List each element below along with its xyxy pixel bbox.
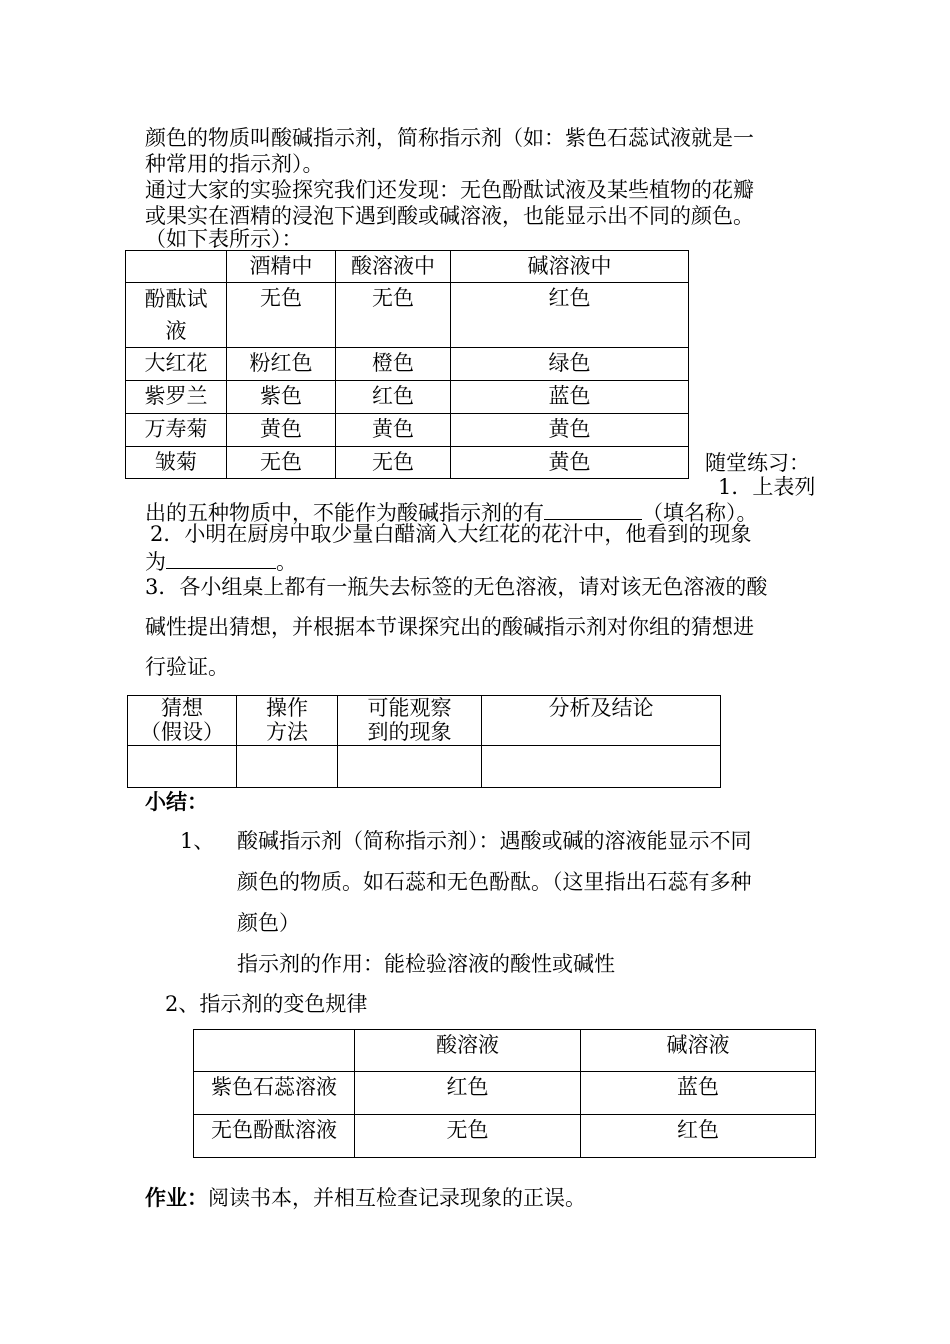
table-cell: 无色 <box>227 283 336 348</box>
table-row <box>194 1115 816 1158</box>
table-cell-input[interactable] <box>338 746 482 788</box>
homework <box>145 1185 586 1211</box>
table-cell: 碱溶液 <box>581 1030 816 1072</box>
indicator-color-table <box>125 250 689 479</box>
summary-text: 颜色） <box>237 911 300 935</box>
table-cell: 红色 <box>451 283 689 348</box>
practice-q2-answer: 为 。 <box>145 546 297 575</box>
table-row <box>126 414 689 447</box>
table-cell: 皱菊 <box>126 447 227 479</box>
table-cell: 分析及结论 <box>482 696 721 746</box>
table-cell: 无色 <box>336 283 451 348</box>
table-cell: 酒精中 <box>227 251 336 283</box>
table-cell: 无色 <box>336 447 451 479</box>
table-cell: 紫色 <box>227 381 336 414</box>
table-cell-input[interactable] <box>482 746 721 788</box>
practice-q2: 2．小明在厨房中取少量白醋滴入大红花的花汁中，他看到的现象 <box>150 522 752 546</box>
summary-item-number: 1、 <box>180 829 215 853</box>
paragraph-line: 或果实在酒精的浸泡下遇到酸或碱溶液，也能显示出不同的颜色。 <box>145 204 754 228</box>
table-cell <box>194 1030 355 1072</box>
table-header-row <box>126 251 689 283</box>
answer-blank[interactable] <box>166 546 276 569</box>
summary-text: 酸碱指示剂（简称指示剂）：遇酸或碱的溶液能显示不同 <box>237 829 752 853</box>
summary-text: 颜色的物质。如石蕊和无色酚酞。（这里指出石蕊有多种 <box>237 870 752 894</box>
table-row <box>128 746 721 788</box>
paragraph-line: 颜色的物质叫酸碱指示剂，简称指示剂（如：紫色石蕊试液就是一 <box>145 126 754 150</box>
practice-q3: 碱性提出猜想，并根据本节课探究出的酸碱指示剂对你组的猜想进 <box>145 615 754 639</box>
table-cell: 可能观察 到的现象 <box>338 696 482 746</box>
summary-text: 指示剂的作用：能检验溶液的酸性或碱性 <box>237 952 615 976</box>
table-cell <box>126 251 227 283</box>
table-cell: 粉红色 <box>227 348 336 381</box>
hypothesis-table <box>127 695 721 788</box>
table-cell: 黄色 <box>227 414 336 447</box>
table-cell: 紫色石蕊溶液 <box>194 1072 355 1115</box>
table-cell: 大红花 <box>126 348 227 381</box>
table-cell-input[interactable] <box>237 746 338 788</box>
table-header-row <box>128 696 721 746</box>
table-cell: 紫罗兰 <box>126 381 227 414</box>
table-cell: 绿色 <box>451 348 689 381</box>
table-cell: 黄色 <box>451 414 689 447</box>
table-row <box>126 447 689 479</box>
homework-text: 阅读书本，并相互检查记录现象的正误。 <box>208 1186 586 1210</box>
paragraph-line: 通过大家的实验探究我们还发现：无色酚酞试液及某些植物的花瓣 <box>145 178 754 202</box>
practice-title: 随堂练习： <box>705 451 810 475</box>
summary-title: 小结： <box>145 790 208 814</box>
table-cell: 万寿菊 <box>126 414 227 447</box>
table-cell: 酸溶液 <box>355 1030 581 1072</box>
table-cell: 操作 方法 <box>237 696 338 746</box>
color-change-table <box>193 1029 816 1158</box>
summary-text: 2、指示剂的变色规律 <box>165 992 368 1016</box>
table-row <box>126 381 689 414</box>
answer-blank[interactable] <box>544 497 642 520</box>
table-cell: 碱溶液中 <box>451 251 689 283</box>
table-cell: 红色 <box>336 381 451 414</box>
table-cell: 红色 <box>581 1115 816 1158</box>
table-row <box>126 348 689 381</box>
practice-q1-start: 1．上表列 <box>718 475 816 499</box>
practice-q3: 3．各小组桌上都有一瓶失去标签的无色溶液，请对该无色溶液的酸 <box>145 575 768 599</box>
table-row <box>194 1072 816 1115</box>
table-cell: 无色 <box>355 1115 581 1158</box>
table-cell: 酸溶液中 <box>336 251 451 283</box>
table-row <box>126 283 689 348</box>
table-cell: 猜想 （假设） <box>128 696 237 746</box>
table-cell: 红色 <box>355 1072 581 1115</box>
table-cell: 黄色 <box>451 447 689 479</box>
table-header-row <box>194 1030 816 1072</box>
table-cell: 无色酚酞溶液 <box>194 1115 355 1158</box>
practice-q3: 行验证。 <box>145 655 229 679</box>
table-cell: 蓝色 <box>451 381 689 414</box>
table-cell: 橙色 <box>336 348 451 381</box>
table-cell: 蓝色 <box>581 1072 816 1115</box>
table-cell: 无色 <box>227 447 336 479</box>
paragraph-line: 种常用的指示剂）。 <box>145 152 324 176</box>
table-cell: 黄色 <box>336 414 451 447</box>
paragraph-line: （如下表所示）： <box>145 227 303 251</box>
table-cell: 酚酞试液 <box>126 283 227 348</box>
practice-q1: 出的五种物质中，不能作为酸碱指示剂的有 （填名称）。 <box>145 497 758 526</box>
homework-label: 作业： <box>145 1186 208 1210</box>
table-cell-input[interactable] <box>128 746 237 788</box>
